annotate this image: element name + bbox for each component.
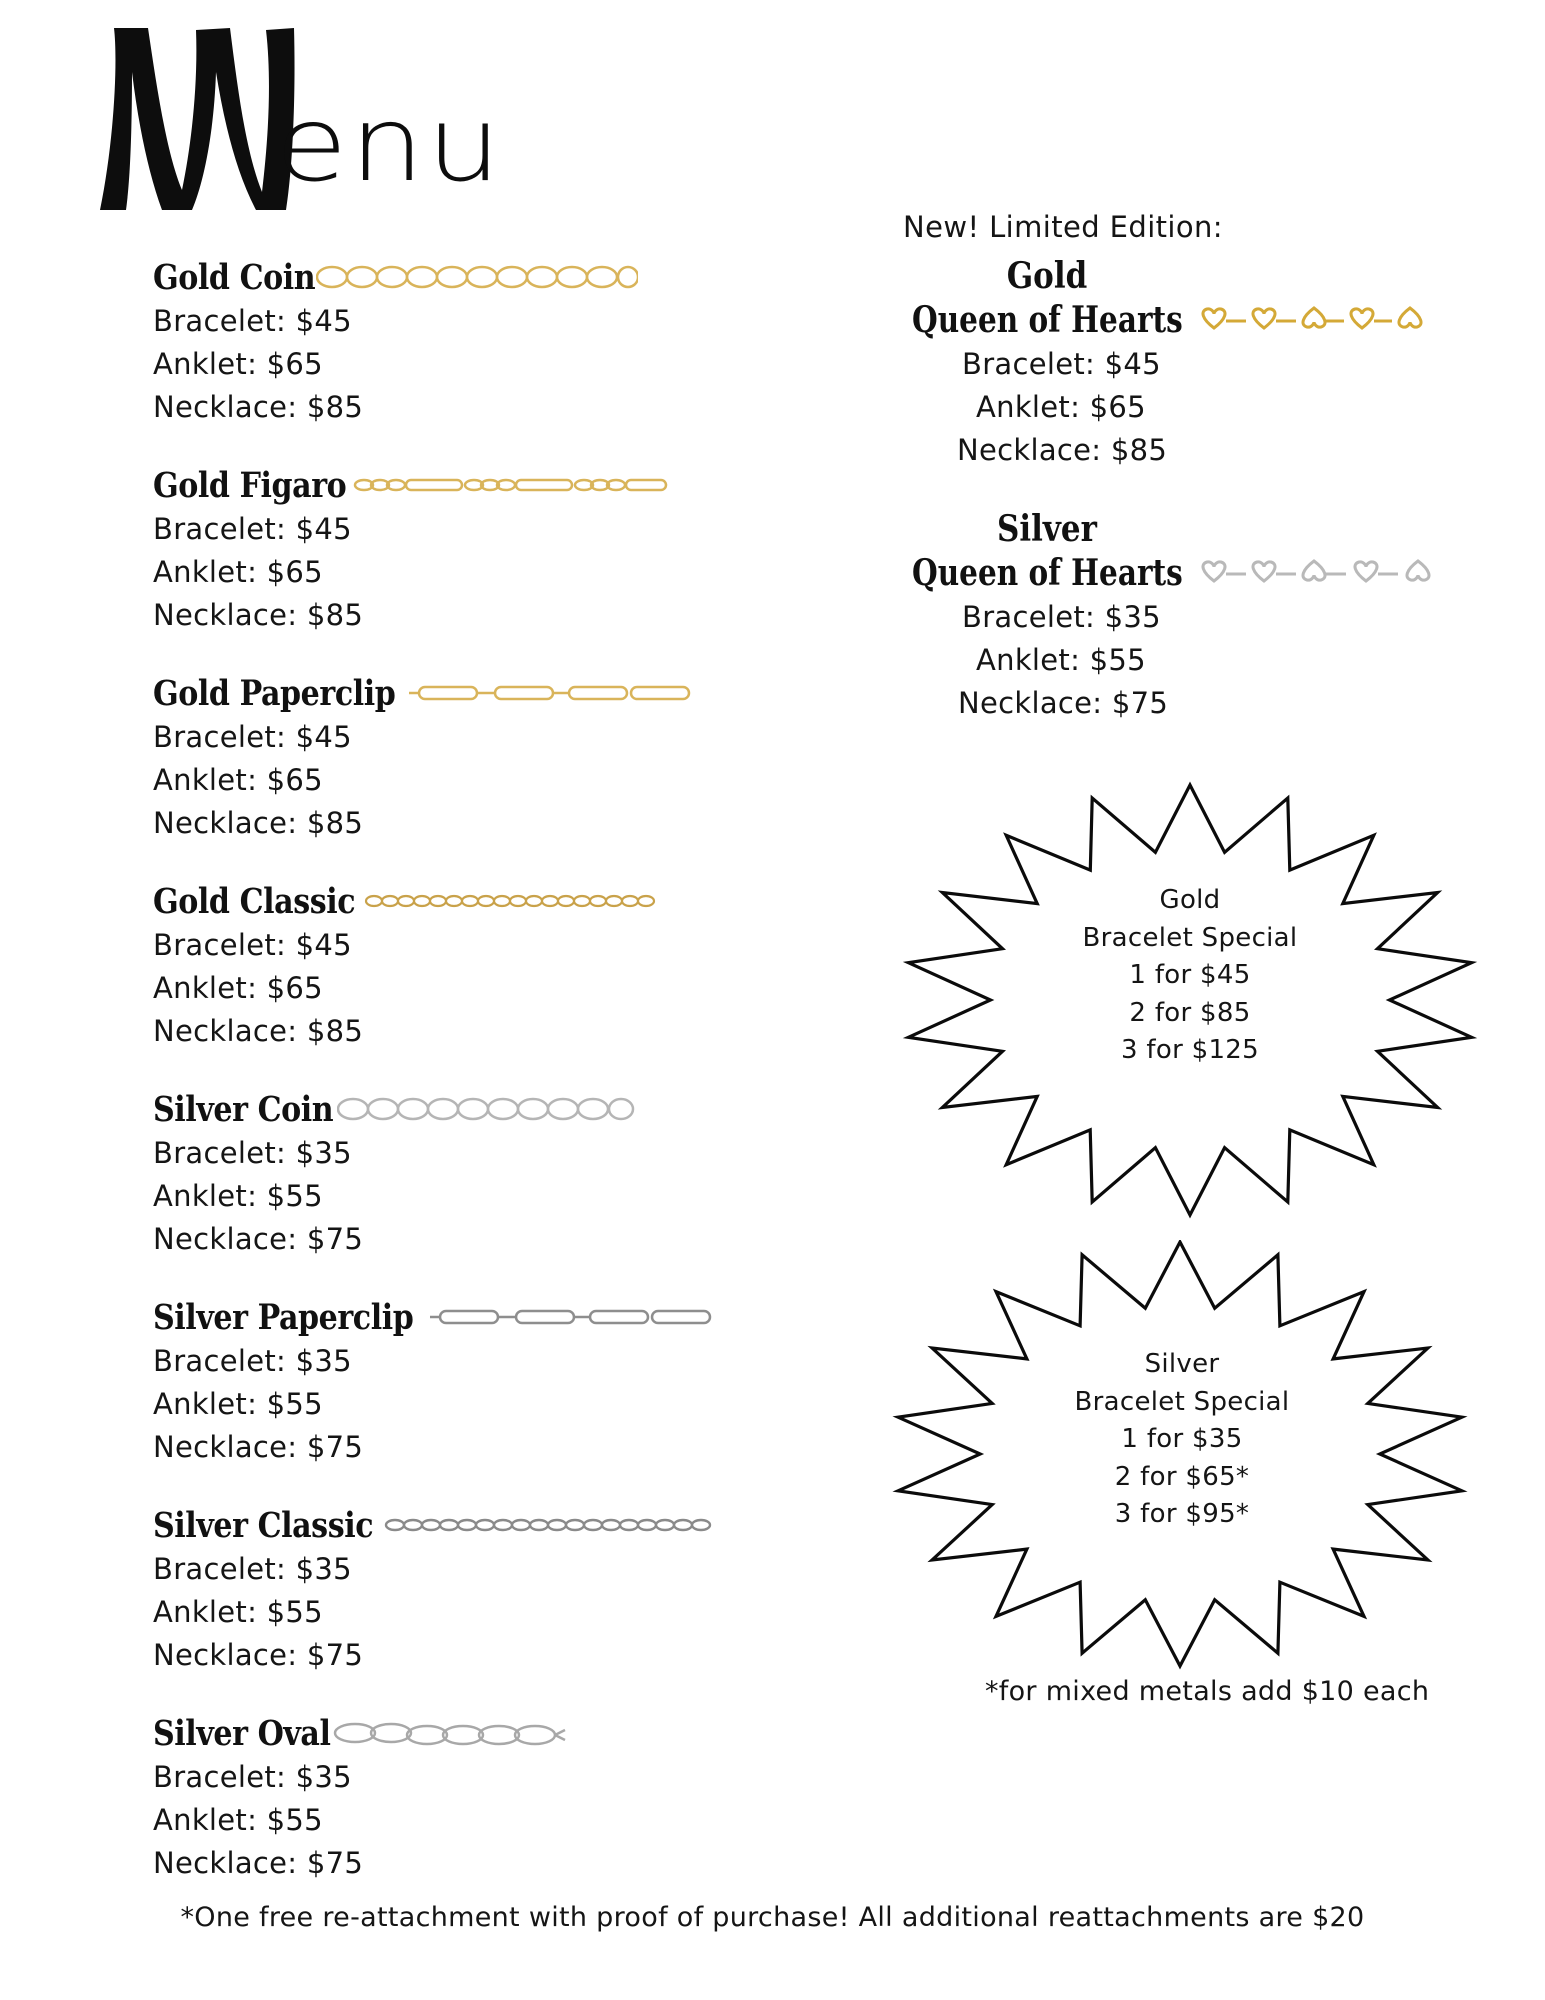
silver-paperclip-chain-icon <box>430 1304 713 1330</box>
silver-classic-chain-icon <box>383 1512 713 1538</box>
menu-item-silver-paperclip <box>153 1294 713 1469</box>
menu-item-silver-oval <box>153 1710 713 1885</box>
item-line1: Silver <box>997 508 1097 550</box>
menu-item-gold-coin <box>153 254 713 429</box>
silver-coin-chain-icon <box>337 1096 637 1122</box>
necklace-price: Necklace: $75 <box>153 1846 364 1880</box>
item-name: Gold Coin <box>153 256 316 298</box>
necklace-price: Necklace: $85 <box>153 390 364 424</box>
special-line: 1 for $35 <box>1121 1424 1243 1454</box>
item-line2: Queen of Hearts <box>912 299 1183 341</box>
silver-oval-chain-icon <box>333 1720 583 1746</box>
special-line: 2 for $65* <box>1114 1461 1250 1492</box>
item-line1: Gold <box>1006 255 1088 297</box>
special-line: 2 for $85 <box>1129 997 1251 1028</box>
bracelet-price: Bracelet: $45 <box>153 928 352 962</box>
bracelet-price: Bracelet: $45 <box>153 720 352 754</box>
necklace-price: Necklace: $85 <box>957 433 1168 467</box>
item-name: Gold Paperclip <box>153 672 396 714</box>
anklet-price: Anklet: $65 <box>153 347 323 381</box>
special-line: 3 for $95* <box>1114 1499 1250 1529</box>
bracelet-price: Bracelet: $35 <box>153 1760 352 1794</box>
menu-item-gold-figaro <box>153 462 713 637</box>
anklet-price: Anklet: $55 <box>153 1595 323 1629</box>
item-name: Silver Oval <box>153 1712 331 1754</box>
anklet-price: Anklet: $55 <box>153 1803 323 1837</box>
item-name: Gold Classic <box>153 880 356 922</box>
gold-special-text <box>1040 882 1340 1070</box>
necklace-price: Necklace: $75 <box>958 686 1169 720</box>
gold-paperclip-chain-icon <box>409 680 699 706</box>
anklet-price: Anklet: $55 <box>153 1179 323 1213</box>
necklace-price: Necklace: $75 <box>153 1638 364 1672</box>
gold-figaro-chain-icon <box>352 472 672 498</box>
silver-special-text <box>1032 1346 1332 1534</box>
anklet-price: Anklet: $65 <box>153 763 323 797</box>
bracelet-price: Bracelet: $35 <box>153 1136 352 1170</box>
special-line: Bracelet Special <box>1074 1386 1290 1417</box>
anklet-price: Anklet: $65 <box>153 971 323 1005</box>
bracelet-price: Bracelet: $35 <box>153 1552 352 1586</box>
necklace-price: Necklace: $85 <box>153 598 364 632</box>
item-name: Gold Figaro <box>153 464 347 506</box>
necklace-price: Necklace: $85 <box>153 1014 364 1048</box>
necklace-price: Necklace: $85 <box>153 806 364 840</box>
anklet-price: Anklet: $55 <box>976 643 1146 677</box>
necklace-price: Necklace: $75 <box>153 1430 364 1464</box>
gold-heart-chain-icon <box>1194 303 1454 337</box>
title-text: enu <box>275 83 504 205</box>
title-m-logo <box>96 22 296 212</box>
anklet-price: Anklet: $65 <box>153 555 323 589</box>
gold-coin-chain-icon <box>316 264 638 290</box>
anklet-price: Anklet: $65 <box>976 390 1146 424</box>
gold-classic-chain-icon <box>362 888 662 914</box>
item-name: Silver Paperclip <box>153 1296 414 1338</box>
bracelet-price: Bracelet: $35 <box>153 1344 352 1378</box>
item-name: Silver Classic <box>153 1504 374 1546</box>
special-line: Bracelet Special <box>1082 922 1298 953</box>
item-line2: Queen of Hearts <box>912 552 1183 594</box>
limited-item-gold-hearts <box>912 255 1472 472</box>
special-line: Gold <box>1159 885 1221 915</box>
reattachment-footer-note: *One free re-attachment with proof of purchase! All additional reattachments are $20 <box>180 1902 1365 1933</box>
bracelet-price: Bracelet: $35 <box>962 600 1161 634</box>
menu-item-gold-paperclip <box>153 670 713 845</box>
item-name: Silver Coin <box>153 1088 334 1130</box>
special-line: Silver <box>1144 1349 1220 1379</box>
special-line: 1 for $45 <box>1129 960 1251 990</box>
silver-heart-chain-icon <box>1194 556 1464 590</box>
mixed-metals-note: *for mixed metals add $10 each <box>985 1676 1430 1707</box>
anklet-price: Anklet: $55 <box>153 1387 323 1421</box>
special-line: 3 for $125 <box>1121 1035 1259 1065</box>
menu-item-silver-coin <box>153 1086 713 1261</box>
menu-item-silver-classic <box>153 1502 713 1677</box>
limited-item-silver-hearts <box>912 508 1472 725</box>
bracelet-price: Bracelet: $45 <box>153 512 352 546</box>
bracelet-price: Bracelet: $45 <box>153 304 352 338</box>
bracelet-price: Bracelet: $45 <box>962 347 1161 381</box>
menu-item-gold-classic <box>153 878 713 1053</box>
necklace-price: Necklace: $75 <box>153 1222 364 1256</box>
limited-edition-label: New! Limited Edition: <box>903 210 1223 244</box>
